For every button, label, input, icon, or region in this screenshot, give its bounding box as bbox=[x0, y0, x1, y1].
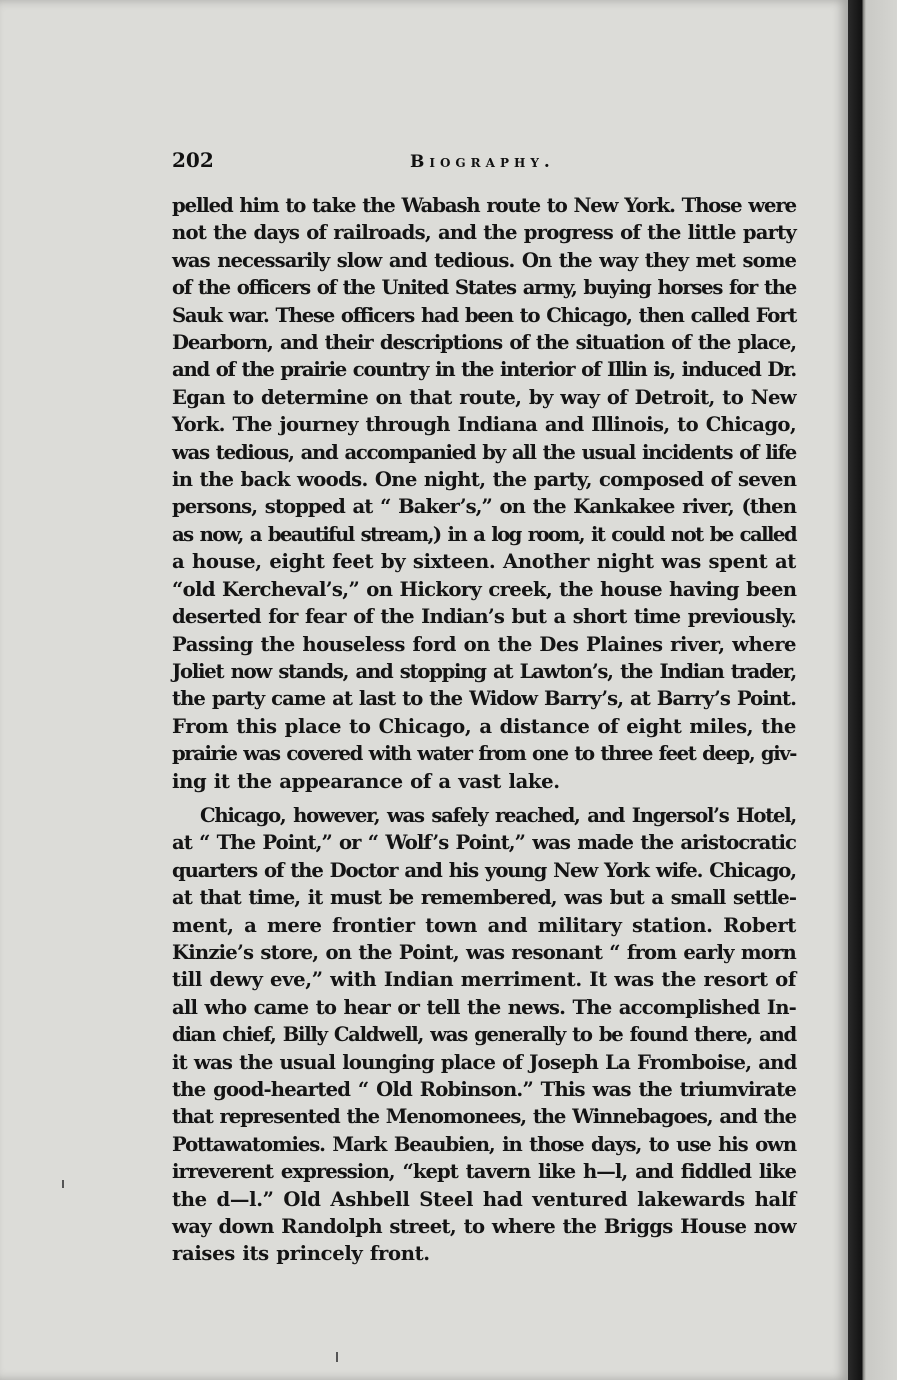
text-line: a house, eight feet by sixteen. Another night was spent at bbox=[172, 550, 796, 574]
text-line: irreverent expression, “kept tavern like h—l, and fiddled like bbox=[172, 1160, 796, 1184]
text-line: persons, stopped at “ Baker’s,” on the Kankakee river, (then bbox=[172, 495, 796, 519]
body-text bbox=[172, 192, 796, 1268]
text-line: ment, a mere frontier town and military station. Robert bbox=[172, 913, 796, 937]
text-line: was necessarily slow and tedious. On the way they met some bbox=[172, 248, 796, 272]
text-line: Egan to determine on that route, by way of Detroit, to New bbox=[172, 385, 796, 409]
text-line: not the days of railroads, and the progress of the little party bbox=[172, 221, 796, 245]
text-line: of the officers of the United States army, buying horses for the bbox=[172, 276, 796, 300]
text-line: Joliet now stands, and stopping at Lawton’s, the Indian trader, bbox=[172, 659, 796, 683]
text-line: Dearborn, and their descriptions of the situation of the place, bbox=[172, 331, 796, 355]
text-line: was tedious, and accompanied by all the usual incidents of life bbox=[172, 440, 796, 464]
page-header bbox=[172, 148, 796, 182]
text-line: as now, a beautiful stream,) in a log room, it could not be called bbox=[172, 522, 796, 546]
text-line: Kinzie’s store, on the Point, was resonant “ from early morn bbox=[172, 940, 796, 964]
scan-speck bbox=[62, 1180, 64, 1188]
paragraph-2 bbox=[172, 802, 796, 1268]
running-head: Biography. bbox=[410, 152, 555, 172]
paragraph-1 bbox=[172, 192, 796, 795]
text-line: at that time, it must be remembered, was but a small settle- bbox=[172, 886, 796, 910]
text-line: ing it the appearance of a vast lake. bbox=[172, 769, 560, 793]
text-line: York. The journey through Indiana and Illinois, to Chicago, bbox=[172, 413, 796, 437]
text-line: that represented the Menomonees, the Winnebagoes, and the bbox=[172, 1105, 796, 1129]
text-line: the good-hearted “ Old Robinson.” This was the triumvirate bbox=[172, 1078, 796, 1101]
scan-speck bbox=[336, 1352, 338, 1362]
page-number: 202 bbox=[172, 148, 214, 172]
text-line: Pottawatomies. Mark Beaubien, in those days, to use his own bbox=[172, 1132, 796, 1156]
text-line: quarters of the Doctor and his young New York wife. Chicago, bbox=[172, 858, 796, 882]
text-line: deserted for fear of the Indian’s but a short time previously. bbox=[172, 605, 796, 629]
text-line: raises its princely front. bbox=[172, 1242, 430, 1266]
text-line: Sauk war. These officers had been to Chicago, then called Fort bbox=[172, 303, 796, 327]
text-line: Chicago, however, was safely reached, and Ingersol’s Hotel, bbox=[200, 803, 796, 827]
text-line: in the back woods. One night, the party, composed of seven bbox=[172, 468, 797, 492]
text-line: and of the prairie country in the interior of Illin is, induced Dr. bbox=[172, 358, 796, 382]
text-line: dian chief, Billy Caldwell, was generally to be found there, and bbox=[172, 1023, 796, 1047]
text-line: way down Randolph street, to where the Briggs House now bbox=[172, 1215, 796, 1239]
text-line: “old Kercheval’s,” on Hickory creek, the house having been bbox=[172, 577, 797, 601]
text-line: all who came to hear or tell the news. The accomplished In- bbox=[172, 995, 796, 1019]
text-line: at “ The Point,” or “ Wolf’s Point,” was made the aristocratic bbox=[172, 831, 796, 855]
text-line: the party came at last to the Widow Barry’s, at Barry’s Point. bbox=[172, 687, 796, 711]
text-line: From this place to Chicago, a distance of eight miles, the bbox=[172, 714, 796, 738]
text-line: it was the usual lounging place of Joseph La Fromboise, and bbox=[172, 1050, 797, 1074]
text-line: the d—l.” Old Ashbell Steel had ventured lakewards half bbox=[172, 1187, 796, 1211]
text-line: prairie was covered with water from one to three feet deep, giv- bbox=[172, 742, 796, 766]
text-line: till dewy eve,” with Indian merriment. It was the resort of bbox=[172, 968, 796, 992]
text-line: Passing the houseless ford on the Des Plaines river, where bbox=[172, 632, 796, 656]
book-gutter bbox=[848, 0, 897, 1380]
text-line: pelled him to take the Wabash route to New York. Those were bbox=[172, 194, 796, 217]
